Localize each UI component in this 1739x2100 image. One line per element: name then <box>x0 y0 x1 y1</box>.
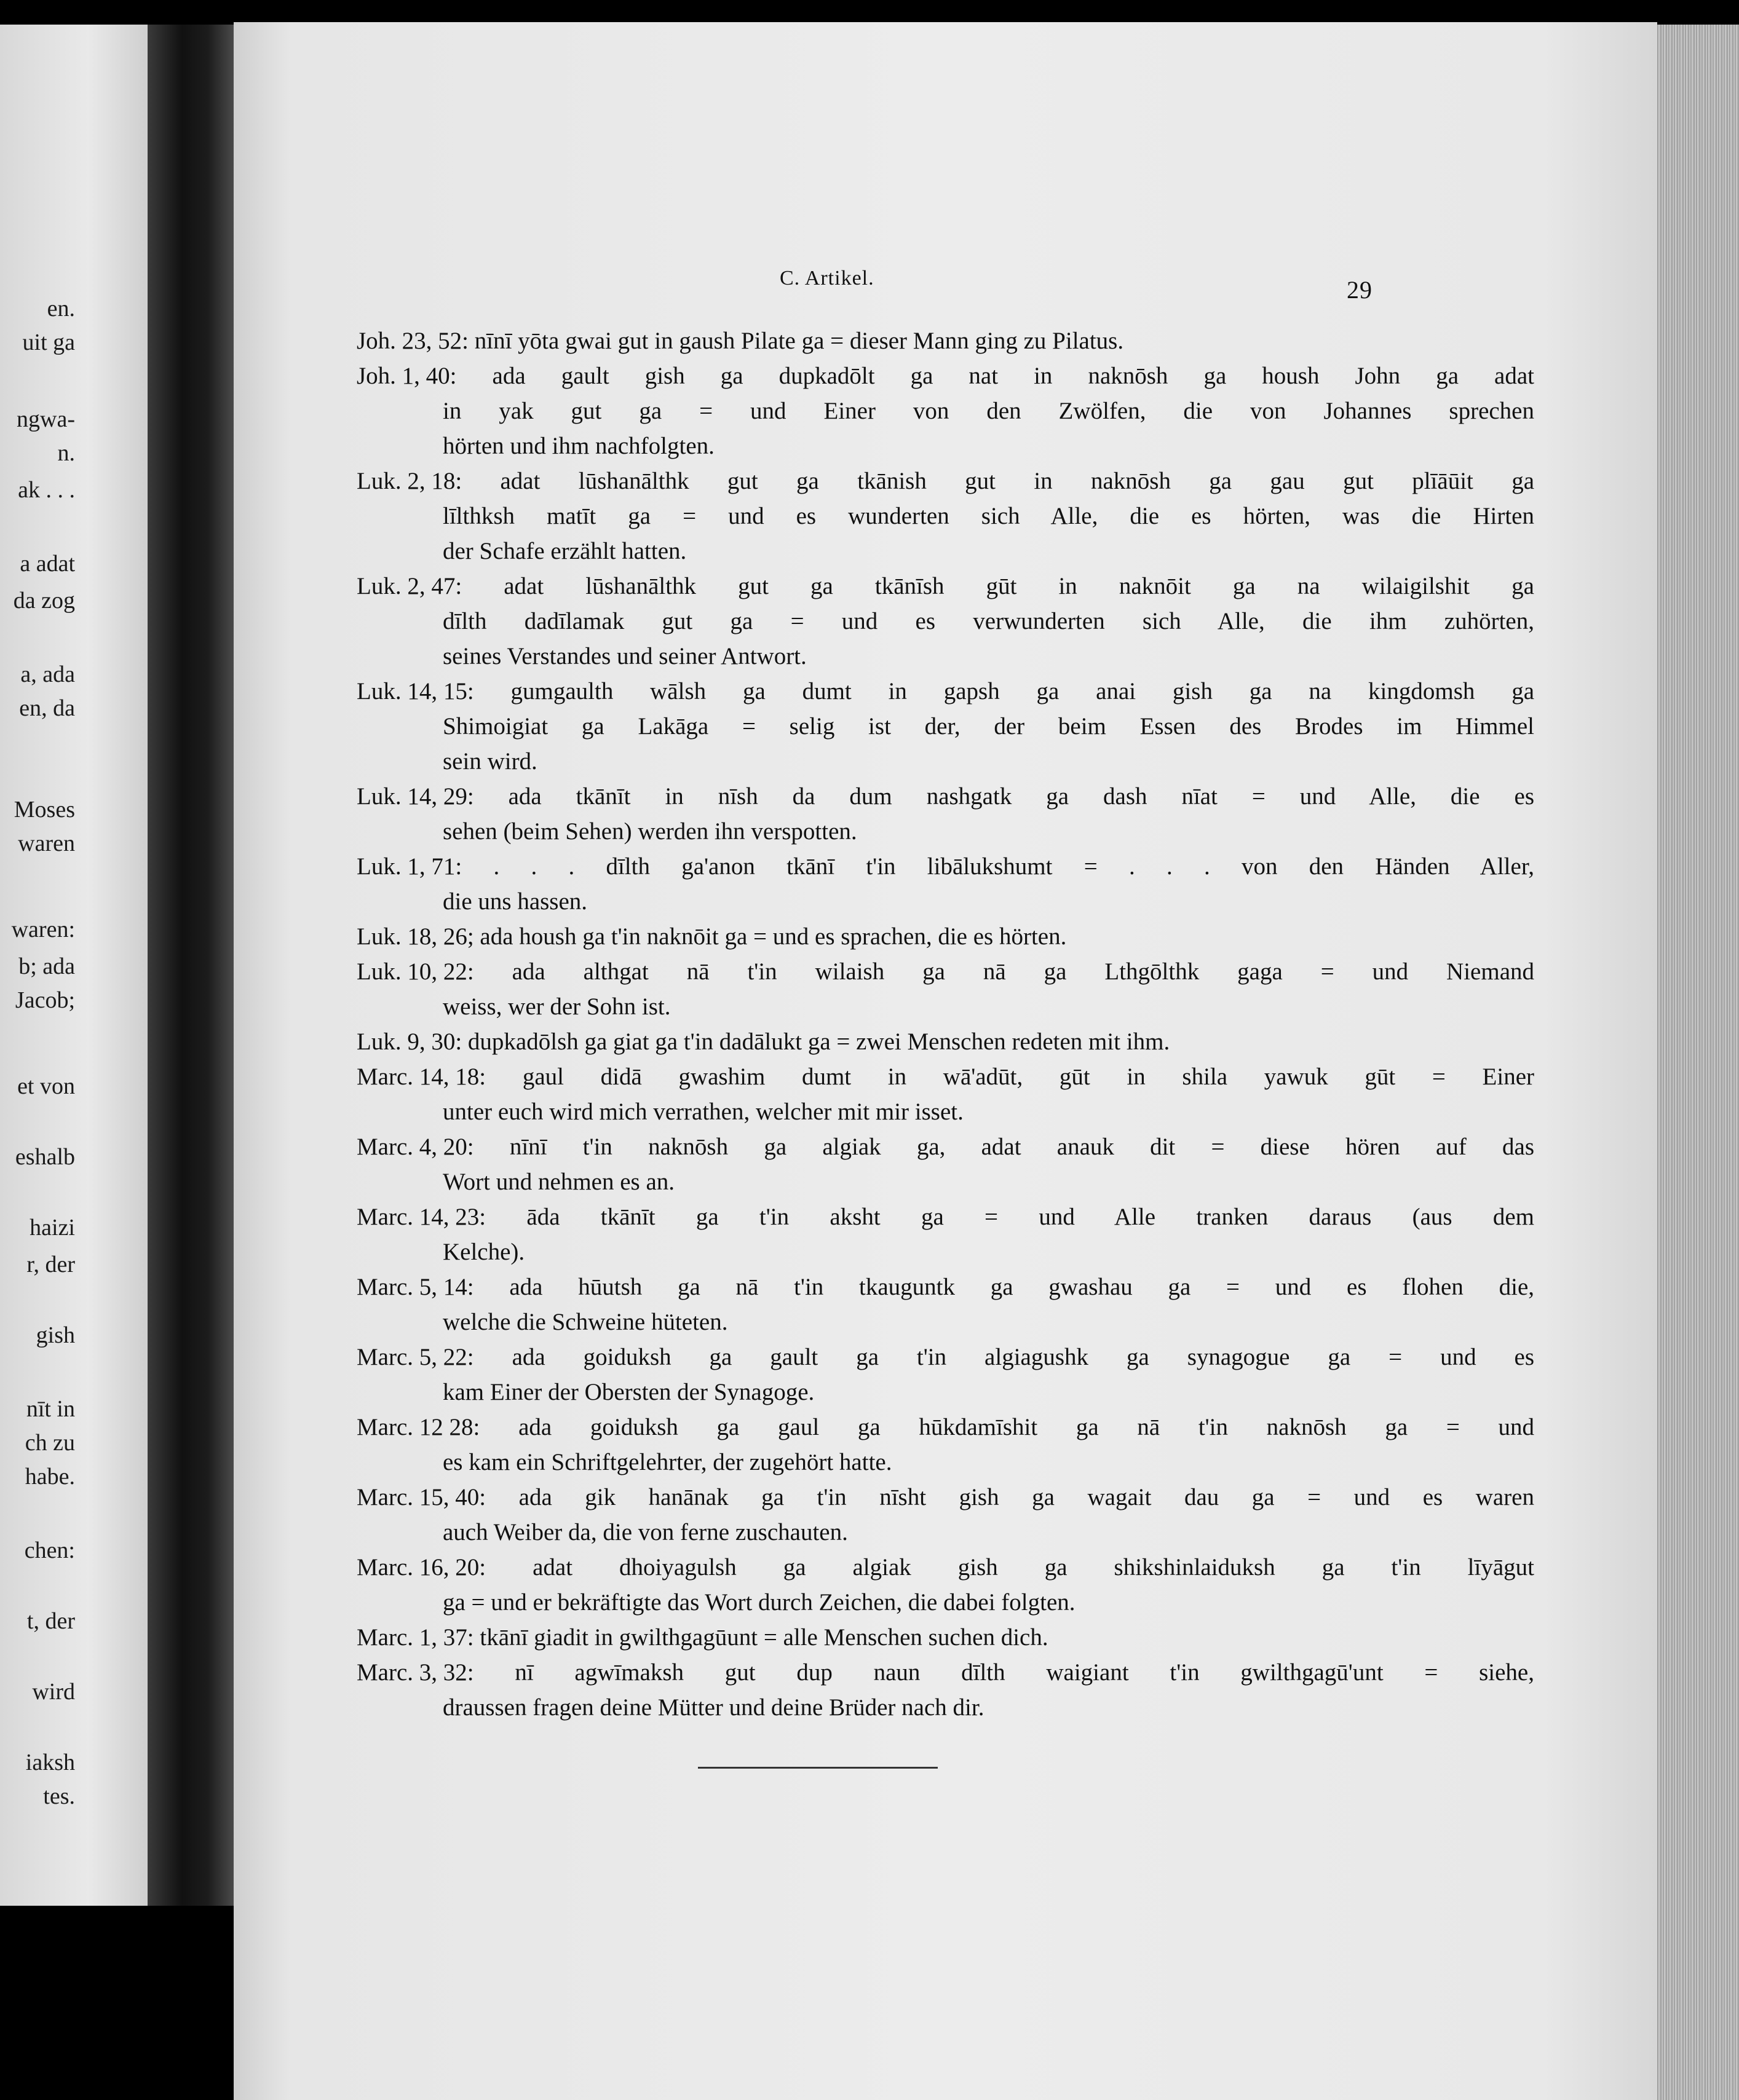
left-page-text-fragment: a, ada <box>20 661 75 687</box>
left-page-text-fragment: da zog <box>13 588 75 614</box>
verse-reference: Luk. 10, 22: <box>357 958 474 985</box>
left-page-text-fragment: eshalb <box>15 1144 75 1170</box>
left-page-text-fragment: ak . . . <box>18 477 75 503</box>
scripture-entry <box>357 1269 1534 1340</box>
verse-reference: Marc. 16, 20: <box>357 1554 486 1581</box>
entry-text: . . . dīlth ga'anon tkānī t'in libālukshumt = . . . von den Händen Aller, <box>493 853 1535 880</box>
scripture-entry <box>357 1620 1534 1655</box>
entry-first-line <box>357 1410 1534 1445</box>
left-page-text-fragment: habe. <box>25 1464 75 1490</box>
entry-continuation-line: welche die Schweine hüteten. <box>443 1309 728 1335</box>
left-page-text-fragment: n. <box>57 440 75 466</box>
scripture-entry <box>357 849 1534 919</box>
entry-first-line <box>357 1550 1534 1585</box>
left-page-text-fragment: waren: <box>11 917 75 942</box>
entry-continuation-line: die uns hassen. <box>443 888 588 915</box>
verse-reference: Marc. 3, 32: <box>357 1659 474 1686</box>
scripture-entry <box>357 1480 1534 1550</box>
book-page <box>234 22 1657 2100</box>
page-number: 29 <box>1347 276 1373 304</box>
verse-reference: Marc. 5, 14: <box>357 1274 474 1300</box>
left-page-text-fragment: waren <box>18 831 75 856</box>
verse-reference: Marc. 14, 18: <box>357 1064 486 1090</box>
entry-text: gaul didā gwashim dumt in wā'adūt, gūt in shila yawuk gūt = Einer <box>522 1064 1535 1090</box>
scripture-entry <box>357 954 1534 1024</box>
left-page-text-fragment: uit ga <box>22 330 75 355</box>
entry-first-line <box>357 1199 1534 1234</box>
end-rule <box>698 1767 938 1769</box>
scripture-entry <box>357 1024 1534 1059</box>
entry-text: ada gault gish ga dupkadōlt ga nat in naknōsh ga housh John ga adat <box>492 363 1534 389</box>
scripture-entry <box>357 779 1534 849</box>
verse-reference: Luk. 9, 30: <box>357 1028 462 1055</box>
left-page-text-fragment: Moses <box>14 797 75 823</box>
entry-first-line <box>357 919 1534 954</box>
entry-continuation-line: kam Einer der Obersten der Synagoge. <box>443 1379 815 1405</box>
entry-text: āda tkānīt ga t'in aksht ga = und Alle tranken daraus (aus dem <box>526 1204 1534 1230</box>
entry-text: ada tkānīt in nīsh da dum nashgatk ga dash nīat = und Alle, die es <box>508 783 1535 810</box>
verse-reference: Marc. 15, 40: <box>357 1484 486 1510</box>
scripture-entry <box>357 1550 1534 1620</box>
verse-reference: Marc. 1, 37: <box>357 1624 474 1651</box>
scripture-entry <box>357 358 1534 464</box>
verse-reference: Marc. 12 28: <box>357 1414 480 1440</box>
entry-continuation-line: seines Verstandes und seiner Antwort. <box>443 643 807 669</box>
left-page-text-fragment: t, der <box>26 1608 75 1634</box>
verse-reference: Marc. 14, 23: <box>357 1204 486 1230</box>
entry-text: adat lūshanālthk gut ga tkānish gut in naknōsh ga gau gut plīāūit ga <box>500 468 1535 494</box>
entry-first-line <box>357 954 1534 989</box>
left-page-text-fragment: r, der <box>26 1252 75 1277</box>
entry-continuation-line: dīlth dadīlamak gut ga = und es verwunderten sich Alle, die ihm zuhörten, <box>443 608 1534 634</box>
entry-text: ada althgat nā t'in wilaish ga nā ga Lthgōlthk gaga = und Niemand <box>512 958 1535 985</box>
entry-text: adat dhoiyagulsh ga algiak gish ga shikshinlaiduksh ga t'in līyāgut <box>533 1554 1535 1581</box>
entry-continuation-line: Kelche). <box>443 1239 525 1265</box>
entry-first-line <box>357 779 1534 814</box>
entry-continuation-line: weiss, wer der Sohn ist. <box>443 993 671 1020</box>
section-title: C. Artikel. <box>780 267 874 290</box>
entry-continuation-line: hörten und ihm nachfolgten. <box>443 433 715 459</box>
verse-reference: Marc. 5, 22: <box>357 1344 474 1370</box>
entry-continuation-line: der Schafe erzählt hatten. <box>443 538 687 564</box>
scripture-entry <box>357 569 1534 674</box>
scripture-entry <box>357 1199 1534 1269</box>
entry-continuation-line: ga = und er bekräftigte das Wort durch Zeichen, die dabei folgten. <box>443 1589 1075 1616</box>
scripture-entry <box>357 1129 1534 1199</box>
entry-first-line <box>357 323 1534 358</box>
entry-text: tkānī giadit in gwilthgagūunt = alle Menschen suchen dich. <box>480 1624 1048 1651</box>
left-page-text-fragment: nīt in <box>26 1396 75 1422</box>
scripture-entry <box>357 323 1534 358</box>
left-page-text-fragment: gish <box>36 1322 75 1348</box>
page-edges <box>1657 25 1739 2100</box>
entry-continuation-line: Wort und nehmen es an. <box>443 1169 675 1195</box>
verse-reference: Luk. 18, 26; <box>357 923 474 950</box>
entry-first-line <box>357 1480 1534 1515</box>
entry-text: ada goiduksh ga gaul ga hūkdamīshit ga nā t'in naknōsh ga = und <box>518 1414 1535 1440</box>
left-page-text-fragment: en. <box>47 296 75 322</box>
verse-reference: Joh. 23, 52: <box>357 328 469 354</box>
book-gutter <box>148 25 234 1906</box>
verse-reference: Luk. 1, 71: <box>357 853 462 880</box>
entry-continuation-line: sehen (beim Sehen) werden ihn verspotten. <box>443 818 857 845</box>
left-page-text-fragment: et von <box>17 1073 75 1099</box>
verse-reference: Luk. 2, 18: <box>357 468 462 494</box>
entry-continuation-line: es kam ein Schriftgelehrter, der zugehört hatte. <box>443 1449 892 1475</box>
entry-first-line <box>357 1129 1534 1164</box>
entry-first-line <box>357 358 1534 393</box>
verse-reference: Marc. 4, 20: <box>357 1134 474 1160</box>
entry-first-line <box>357 1655 1534 1690</box>
entry-continuation-line: auch Weiber da, die von ferne zuschauten. <box>443 1519 848 1545</box>
entry-text: gumgaulth wālsh ga dumt in gapsh ga anai gish ga na kingdomsh ga <box>510 678 1535 705</box>
left-page-text-fragment: iaksh <box>25 1750 75 1775</box>
verse-reference: Joh. 1, 40: <box>357 363 457 389</box>
left-page-text-fragment: en, da <box>19 695 75 721</box>
scripture-entry <box>357 464 1534 569</box>
entry-text: nī agwīmaksh gut dup naun dīlth waigiant t'in gwilthgagū'unt = siehe, <box>515 1659 1534 1686</box>
entry-text: adat lūshanālthk gut ga tkānīsh gūt in naknōit ga na wilaigilshit ga <box>504 573 1534 599</box>
left-page-text-fragment: ngwa- <box>17 406 75 432</box>
left-page-text-fragment: ch zu <box>25 1430 75 1456</box>
entry-first-line <box>357 674 1534 709</box>
left-page-text-fragment: wird <box>32 1679 75 1705</box>
entry-continuation-line: Shimoigiat ga Lakāga = selig ist der, der beim Essen des Brodes im Himmel <box>443 713 1534 740</box>
entry-first-line <box>357 1024 1534 1059</box>
entry-text: ada gik hanānak ga t'in nīsht gish ga wagait dau ga = und es waren <box>518 1484 1534 1510</box>
entry-text: dupkadōlsh ga giat ga t'in dadālukt ga = zwei Menschen redeten mit ihm. <box>467 1028 1170 1055</box>
body-text <box>357 323 1534 1725</box>
left-page-text-fragment: a adat <box>20 551 75 577</box>
entry-first-line <box>357 464 1534 499</box>
entry-text: ada hūutsh ga nā t'in tkauguntk ga gwashau ga = und es flohen die, <box>509 1274 1535 1300</box>
entry-continuation-line: unter euch wird mich verrathen, welcher mit mir isset. <box>443 1099 964 1125</box>
verse-reference: Luk. 14, 15: <box>357 678 474 705</box>
scripture-entry <box>357 1655 1534 1725</box>
entry-text: ada goiduksh ga gault ga t'in algiagushk ga synagogue ga = und es <box>512 1344 1534 1370</box>
entry-continuation-line: līlthksh matīt ga = und es wunderten sich Alle, die es hörten, was die Hirten <box>443 503 1534 529</box>
scripture-entry <box>357 919 1534 954</box>
entry-first-line <box>357 1059 1534 1094</box>
verse-reference: Luk. 14, 29: <box>357 783 474 810</box>
scripture-entry <box>357 1410 1534 1480</box>
entry-first-line <box>357 849 1534 884</box>
entry-first-line <box>357 1340 1534 1375</box>
left-page-text-fragment: Jacob; <box>15 987 75 1013</box>
entry-first-line <box>357 569 1534 604</box>
entry-first-line <box>357 1620 1534 1655</box>
entry-continuation-line: sein wird. <box>443 748 537 775</box>
left-page-text-fragment: chen: <box>24 1538 75 1563</box>
left-page-text-fragment: haizi <box>30 1215 75 1241</box>
entry-first-line <box>357 1269 1534 1305</box>
scripture-entry <box>357 1340 1534 1410</box>
left-page-fragment <box>0 25 148 1906</box>
entry-continuation-line: in yak gut ga = und Einer von den Zwölfen, die von Johannes sprechen <box>443 398 1534 424</box>
scripture-entry <box>357 674 1534 779</box>
left-page-text-fragment: tes. <box>43 1783 75 1809</box>
entry-text: ada housh ga t'in naknōit ga = und es sprachen, die es hörten. <box>480 923 1067 950</box>
entry-continuation-line: draussen fragen deine Mütter und deine Brüder nach dir. <box>443 1694 984 1721</box>
entry-text: nīnī t'in naknōsh ga algiak ga, adat anauk dit = diese hören auf das <box>509 1134 1535 1160</box>
entry-text: nīnī yōta gwai gut in gaush Pilate ga = dieser Mann ging zu Pilatus. <box>474 328 1124 354</box>
verse-reference: Luk. 2, 47: <box>357 573 462 599</box>
left-page-text-fragment: b; ada <box>18 953 75 979</box>
scripture-entry <box>357 1059 1534 1129</box>
